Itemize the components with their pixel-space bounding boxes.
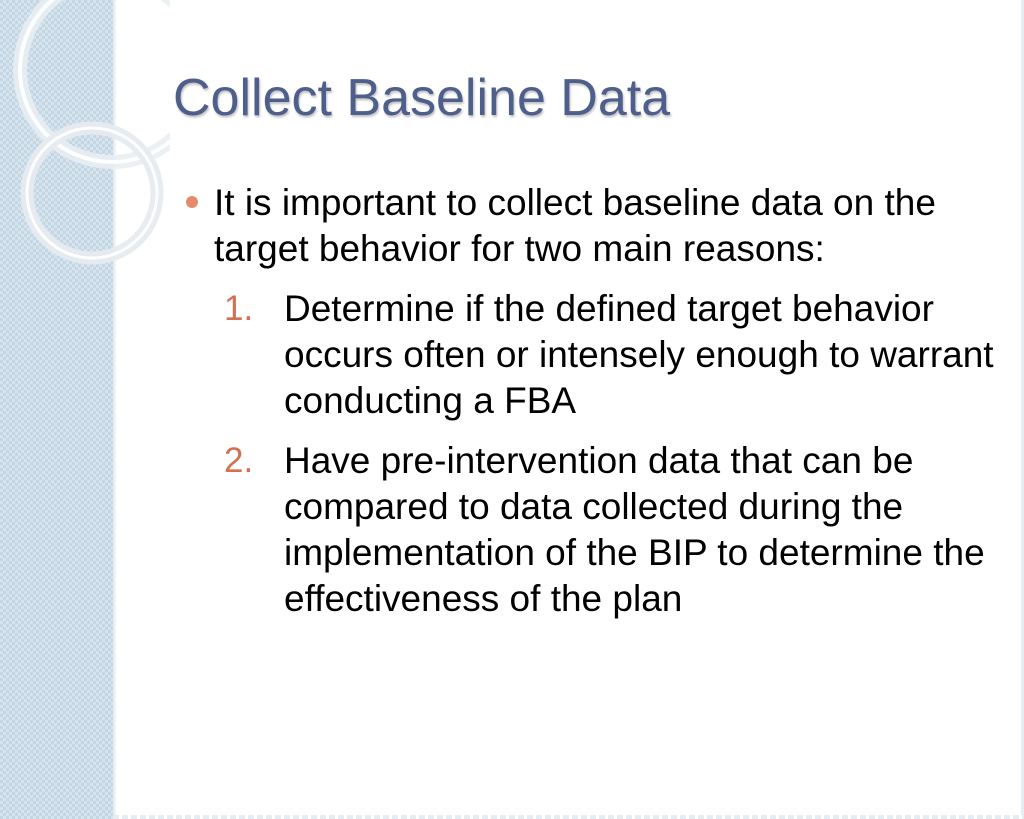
reason-text: Determine if the defined target behavior occurs often or intensely enough to warrant conducting a FBA: [284, 288, 994, 421]
reason-text: Have pre-intervention data that can be compared to data collected during the implementation of the BIP to determine the effectiveness of the plan: [284, 440, 985, 619]
main-bullet: [186, 180, 996, 272]
reason-item: [186, 438, 996, 622]
reason-item: [186, 286, 996, 424]
slide-title: Collect Baseline Data: [173, 69, 671, 127]
slide-body: [186, 180, 996, 636]
bottom-edge-decoration: [113, 815, 1024, 819]
decorative-rings: [0, 0, 170, 280]
reason-number: 2.: [224, 441, 254, 480]
reason-number: 1.: [224, 289, 254, 328]
main-bullet-text: It is important to collect baseline data on the target behavior for two main reasons:: [214, 182, 936, 269]
bullet-dot-icon: [186, 196, 198, 208]
reasons-list: [186, 286, 996, 622]
